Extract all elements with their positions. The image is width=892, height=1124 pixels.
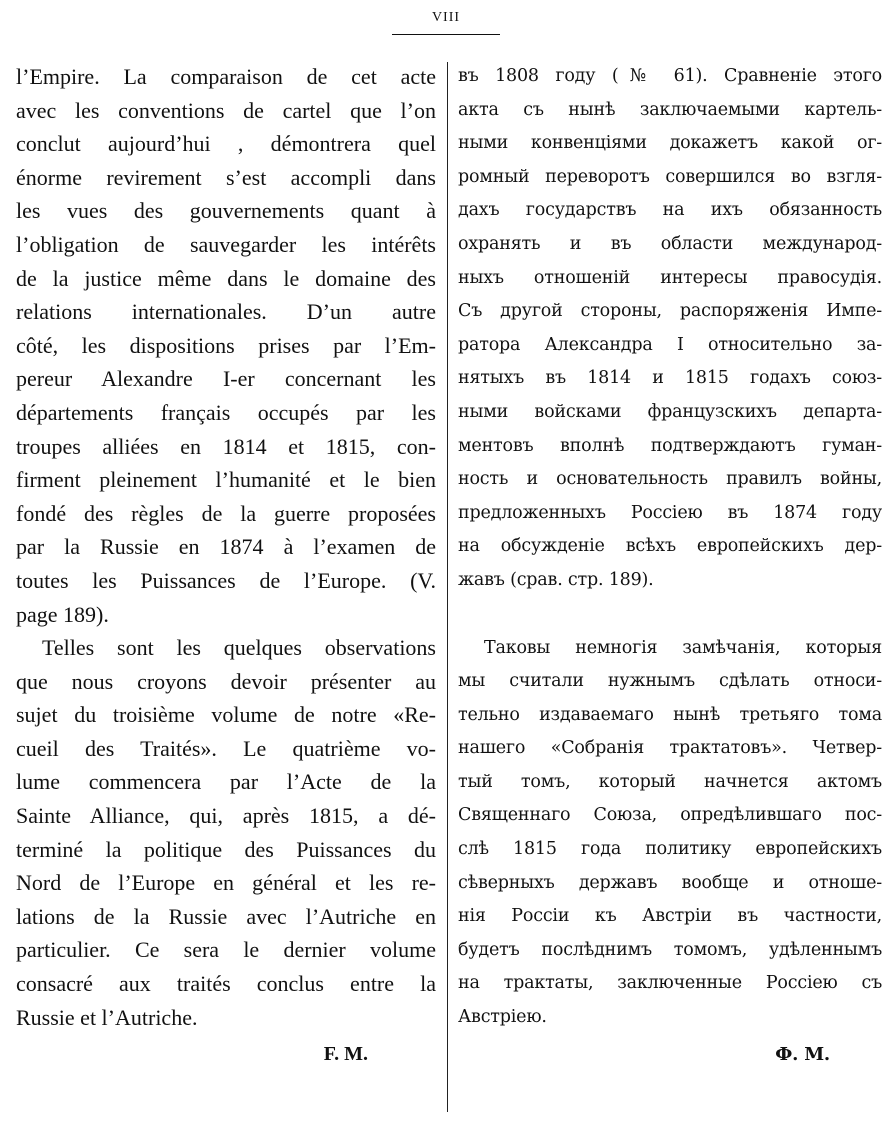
russian-column (458, 60, 882, 1075)
text-line: particulier. Ce sera le dernier volume (16, 937, 436, 963)
text-line: предложенныхъ Россіею въ 1874 году (458, 502, 882, 523)
text-line: lume commencera par l’Acte de la (16, 769, 436, 795)
column-divider (447, 62, 448, 1112)
russian-paragraph-1 (458, 60, 882, 598)
text-line: départements français occupés par les (16, 399, 436, 425)
text-line: Russie et l’Autriche. (16, 1004, 198, 1030)
text-line: въ 1808 году (№ 61). Сравненіе этого (458, 66, 882, 86)
text-line: ными войсками французскихъ департа- (458, 401, 882, 422)
text-line: на трактаты, заключенные Россіею съ (458, 973, 882, 994)
text-line: нашего «Собранія трактатовъ». Четвер- (458, 738, 882, 759)
text-line: акта съ нынѣ заключаемыми картель- (458, 99, 882, 120)
russian-paragraph-2 (458, 632, 882, 1035)
text-line: тый томъ, который начнется актомъ (458, 771, 882, 792)
text-line: pereur Alexandre I-er concernant les (16, 366, 436, 392)
text-line: нія Россіи къ Австріи въ частности, (458, 906, 882, 927)
text-line: conclut aujourd’hui , démontrera quel (16, 131, 436, 157)
text-line: sujet du troisième volume de notre «Re- (16, 702, 436, 728)
text-line: на обсужденіе всѣхъ европейскихъ дер- (458, 536, 882, 557)
text-line: Священнаго Союза, опредѣлившаго пос- (458, 805, 882, 826)
text-line: que nous croyons devoir présenter au (16, 668, 436, 694)
text-line: дахъ государствъ на ихъ обязанность (458, 200, 882, 221)
russian-signature: Ф. М. (775, 1043, 830, 1065)
text-line: troupes alliées en 1814 et 1815, con- (16, 433, 436, 459)
text-line: слѣ 1815 года политику европейскихъ (458, 839, 882, 860)
text-line: ность и основательность правилъ войны, (458, 469, 882, 490)
text-line: relations internationales. D’un autre (16, 299, 436, 325)
text-line: firment pleinement l’humanité et le bien (16, 467, 436, 493)
text-line: avec les conventions de cartel que l’on (16, 97, 436, 123)
text-line: Telles sont les quelques observations (42, 635, 436, 661)
text-line: Таковы немногія замѣчанія, которыя (484, 637, 882, 658)
text-line: Nord de l’Europe en général et les re- (16, 870, 436, 896)
text-line: мы считали нужнымъ сдѣлать относи- (458, 671, 882, 692)
text-line: будетъ послѣднимъ томомъ, удѣленнымъ (458, 939, 882, 960)
text-line: тельно издаваемаго нынѣ третьяго тома (458, 704, 882, 725)
text-line: сѣверныхъ державъ вообще и отноше- (458, 872, 882, 893)
text-line: охранять и въ области международ- (458, 233, 882, 254)
text-line: par la Russie en 1874 à l’examen de (16, 534, 436, 560)
text-line: ментовъ вполнѣ подтверждаютъ гуман- (458, 435, 882, 456)
text-line: Съ другой стороны, распоряженія Импе- (458, 301, 882, 322)
text-line: consacré aux traités conclus entre la (16, 971, 436, 997)
text-line: côté, les dispositions prises par l’Em- (16, 332, 436, 358)
text-line: ныхъ отношеній интересы правосудія. (458, 267, 882, 288)
french-column (16, 60, 436, 1074)
text-line: cueil des Traités». Le quatrième vo- (16, 735, 436, 761)
french-signature: F. M. (323, 1043, 368, 1066)
text-line: de la justice même dans le domaine des (16, 265, 436, 291)
text-line: l’Empire. La comparaison de cet acte (16, 64, 436, 89)
text-line: нятыхъ въ 1814 и 1815 годахъ союз- (458, 368, 882, 389)
text-line: жавъ (срав. стр. 189). (458, 569, 654, 590)
text-line: Sainte Alliance, qui, après 1815, a dé- (16, 803, 436, 829)
text-line: ромный переворотъ совершился во взгля- (458, 166, 882, 187)
text-line: l’obligation de sauvegarder les intérêts (16, 231, 436, 257)
text-line: Австріею. (458, 1007, 547, 1028)
page-number: VIII (431, 10, 461, 25)
french-paragraph-2 (16, 631, 436, 1034)
french-paragraph-1 (16, 60, 436, 631)
text-line: page 189). (16, 601, 109, 627)
text-line: terminé la politique des Puissances du (16, 836, 436, 862)
text-line: lations de la Russie avec l’Autriche en (16, 903, 436, 929)
text-line: énorme revirement s’est accompli dans (16, 164, 436, 190)
header-rule (392, 34, 500, 35)
text-line: toutes les Puissances de l’Europe. (V. (16, 567, 436, 593)
text-line: ратора Александра I относительно за- (458, 334, 882, 355)
text-line: ными конвенціями докажетъ какой ог- (458, 133, 882, 154)
text-line: fondé des règles de la guerre proposées (16, 500, 436, 526)
text-line: les vues des gouvernements quant à (16, 198, 436, 224)
